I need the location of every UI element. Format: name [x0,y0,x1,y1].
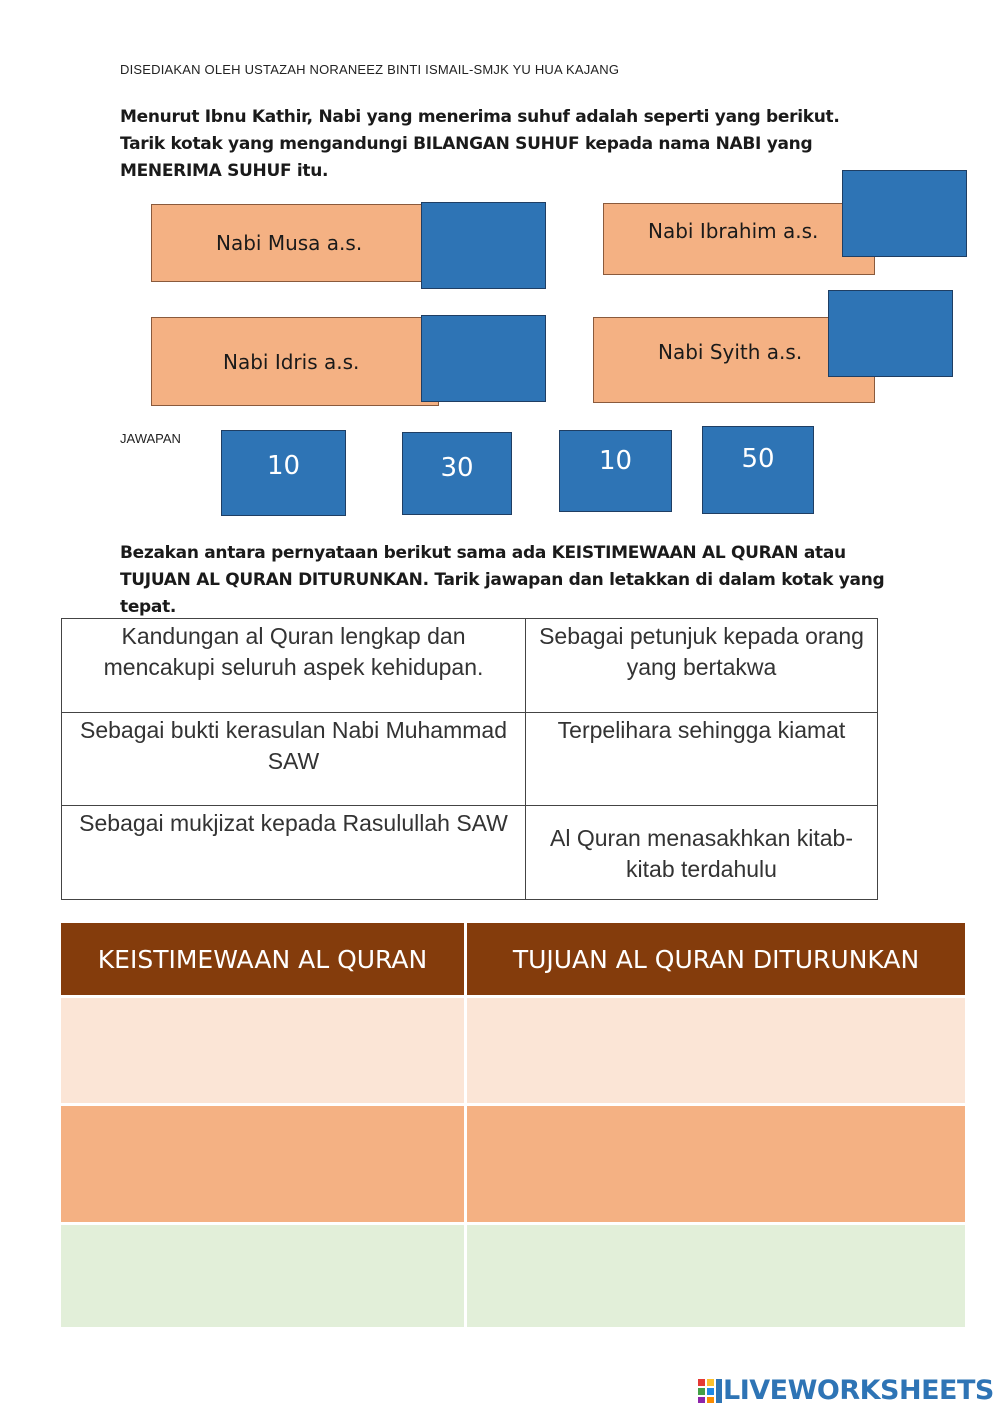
nabi-box-musa: Nabi Musa a.s. [151,204,436,282]
column-header-keistimewaan: KEISTIMEWAAN AL QURAN [61,923,466,997]
nabi-box-syith: Nabi Syith a.s. [593,317,875,403]
liveworksheets-logo [697,1375,994,1406]
instruction-suhuf: Menurut Ibnu Kathir, Nabi yang menerima suhuf adalah seperti yang berikut. Tarik kotak yang mengandungi BILANGAN SUHUF kepada nama NABI yang MENERIMA SUHUF itu. [120,107,840,181]
jawapan-label: JAWAPAN [120,431,181,446]
logo-text: LIVEWORKSHEETS [723,1375,994,1406]
statement-card[interactable]: Kandungan al Quran lengkap dan mencakupi seluruh aspek kehidupan. [62,619,526,713]
drop-cell-tujuan-2[interactable] [466,1105,966,1224]
column-header-tujuan: TUJUAN AL QURAN DITURUNKAN [466,923,966,997]
classification-grid [61,923,965,1330]
drop-cell-keistimewaan-3[interactable] [61,1224,466,1329]
drop-target-idris[interactable] [421,315,546,402]
nabi-box-ibrahim: Nabi Ibrahim a.s. [603,203,875,275]
drop-target-syith[interactable] [828,290,953,377]
answer-tile[interactable]: 10 [559,430,672,512]
drop-cell-tujuan-3[interactable] [466,1224,966,1329]
answer-tile[interactable]: 50 [702,426,814,514]
statement-card[interactable]: Sebagai mukjizat kepada Rasulullah SAW [62,806,526,900]
statement-card[interactable]: Terpelihara sehingga kiamat [526,712,878,806]
drop-cell-tujuan-1[interactable] [466,997,966,1105]
statement-card[interactable]: Sebagai petunjuk kepada orang yang bertakwa [526,619,878,713]
drop-cell-keistimewaan-2[interactable] [61,1105,466,1224]
statement-card[interactable]: Sebagai bukti kerasulan Nabi Muhammad SAW [62,712,526,806]
page-header: DISEDIAKAN OLEH USTAZAH NORANEEZ BINTI ISMAIL-SMJK YU HUA KAJANG [120,62,620,77]
answer-tile[interactable]: 30 [402,432,512,515]
statements-table [61,618,878,900]
statement-card[interactable]: Al Quran menasakhkan kitab-kitab terdahulu [526,806,878,900]
liveworksheets-logo-icon [697,1378,723,1404]
answer-tile[interactable]: 10 [221,430,346,516]
instruction-quran: Bezakan antara pernyataan berikut sama ada KEISTIMEWAAN AL QURAN atau TUJUAN AL QURAN DITURUNKAN. Tarik jawapan dan letakkan di dalam kotak yang tepat. [120,543,885,617]
nabi-box-idris: Nabi Idris a.s. [151,317,439,406]
drop-cell-keistimewaan-1[interactable] [61,997,466,1105]
drop-target-musa[interactable] [421,202,546,289]
drop-target-ibrahim[interactable] [842,170,967,257]
